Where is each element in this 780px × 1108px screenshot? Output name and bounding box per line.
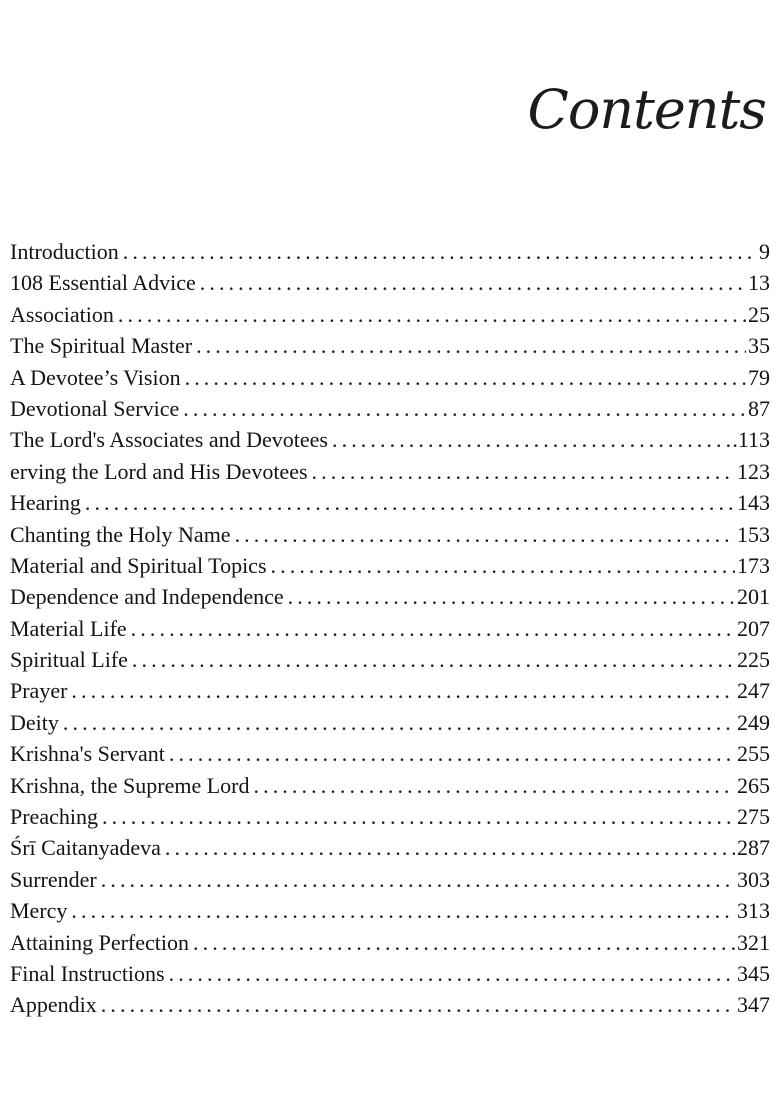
toc-entry-page: 9 xyxy=(759,239,770,264)
toc-entry-title: Surrender xyxy=(10,866,97,892)
page-title: Contents xyxy=(527,78,766,141)
dot-leader xyxy=(254,770,736,801)
dot-leader xyxy=(71,895,735,926)
toc-entry[interactable] xyxy=(10,299,770,330)
dot-leader xyxy=(102,801,735,832)
toc-entry[interactable] xyxy=(10,707,770,738)
toc-entry[interactable] xyxy=(10,330,770,361)
toc-entry-page: 321 xyxy=(737,929,770,955)
toc-entry-title: Chanting the Holy Name xyxy=(10,521,231,547)
toc-entry[interactable] xyxy=(10,895,770,926)
toc-entry[interactable] xyxy=(10,581,770,612)
toc-entry-page: 87 xyxy=(748,395,770,421)
dot-leader xyxy=(169,958,735,989)
toc-entry-title: Hearing xyxy=(10,490,81,516)
toc-entry[interactable] xyxy=(10,927,770,958)
toc-entry-title: erving the Lord and His Devotees xyxy=(10,458,308,484)
toc-entry-title: Appendix xyxy=(10,992,97,1018)
toc-entry-page: .113 xyxy=(732,427,770,453)
dot-leader xyxy=(196,330,746,361)
toc-entry-page: 345 xyxy=(737,960,770,986)
dot-leader xyxy=(123,236,757,267)
dot-leader xyxy=(169,738,735,769)
toc-entry-title: Introduction xyxy=(10,239,119,264)
toc-entry-title: The Lord's Associates and Devotees xyxy=(10,427,328,453)
toc-entry-title: Krishna, the Supreme Lord xyxy=(10,772,250,798)
dot-leader xyxy=(85,487,735,518)
toc-entry-page: 303 xyxy=(737,866,770,892)
dot-leader xyxy=(101,864,735,895)
toc-entry-title: A Devotee’s Vision xyxy=(10,364,181,390)
toc-entry-page: 313 xyxy=(737,898,770,924)
dot-leader xyxy=(235,519,735,550)
toc-entry-page: 35 xyxy=(748,333,770,359)
toc-entry-page: 13 xyxy=(748,270,770,296)
dot-leader xyxy=(132,644,735,675)
toc-entry[interactable] xyxy=(10,675,770,706)
dot-leader xyxy=(71,675,735,706)
toc-entry[interactable] xyxy=(10,832,770,863)
toc-entry[interactable] xyxy=(10,393,770,424)
toc-entry[interactable] xyxy=(10,267,770,298)
toc-entry-title: Preaching xyxy=(10,804,98,830)
toc-entry-title: Final Instructions xyxy=(10,960,165,986)
toc-entry[interactable] xyxy=(10,770,770,801)
toc-entry[interactable] xyxy=(10,644,770,675)
toc-entry-page: 201 xyxy=(737,584,770,610)
toc-entry[interactable] xyxy=(10,362,770,393)
toc-entry-title: Spiritual Life xyxy=(10,647,128,673)
toc-entry-title: Prayer xyxy=(10,678,68,704)
dot-leader xyxy=(312,456,735,487)
toc-entry-page: 173 xyxy=(737,552,770,578)
toc-entry[interactable] xyxy=(10,864,770,895)
toc-entry[interactable] xyxy=(10,958,770,989)
toc-entry-page: 123 xyxy=(737,458,770,484)
toc-entry-title: Devotional Service xyxy=(10,395,180,421)
toc-entry-page: 247 xyxy=(737,678,770,704)
toc-entry[interactable] xyxy=(10,424,770,455)
toc-entry-page: 79 xyxy=(748,364,770,390)
dot-leader xyxy=(271,550,735,581)
toc-entry-page: 25 xyxy=(748,301,770,327)
dot-leader xyxy=(185,362,746,393)
table-of-contents xyxy=(10,236,770,1021)
toc-entry-page: 153 xyxy=(737,521,770,547)
toc-entry-page: 255 xyxy=(737,741,770,767)
toc-entry[interactable] xyxy=(10,989,770,1020)
toc-entry-page: 225 xyxy=(737,647,770,673)
dot-leader xyxy=(193,927,735,958)
toc-entry[interactable] xyxy=(10,487,770,518)
toc-entry[interactable] xyxy=(10,801,770,832)
toc-entry-title: Mercy xyxy=(10,898,68,924)
dot-leader xyxy=(200,267,746,298)
toc-entry-title: The Spiritual Master xyxy=(10,333,193,359)
toc-entry-title: Śrī Caitanyadeva xyxy=(10,835,161,861)
dot-leader xyxy=(63,707,735,738)
toc-entry-title: Association xyxy=(10,301,114,327)
toc-entry-page: 265 xyxy=(737,772,770,798)
dot-leader xyxy=(183,393,746,424)
toc-entry-title: Deity xyxy=(10,709,59,735)
dot-leader xyxy=(101,989,735,1020)
toc-entry-page: 275 xyxy=(737,804,770,830)
toc-entry-title: Material and Spiritual Topics xyxy=(10,552,267,578)
dot-leader xyxy=(332,424,730,455)
dot-leader xyxy=(131,613,735,644)
toc-entry-page: 143 xyxy=(737,490,770,516)
toc-entry[interactable] xyxy=(10,519,770,550)
toc-entry-title: Material Life xyxy=(10,615,127,641)
toc-entry[interactable] xyxy=(10,738,770,769)
toc-entry-title: 108 Essential Advice xyxy=(10,270,196,296)
dot-leader xyxy=(118,299,746,330)
toc-entry-page: 347 xyxy=(737,992,770,1018)
toc-entry[interactable] xyxy=(10,456,770,487)
toc-entry[interactable] xyxy=(10,236,770,267)
toc-entry-page: 249 xyxy=(737,709,770,735)
toc-entry[interactable] xyxy=(10,550,770,581)
toc-entry-page: 207 xyxy=(737,615,770,641)
toc-entry-title: Attaining Perfection xyxy=(10,929,190,955)
toc-entry-title: Krishna's Servant xyxy=(10,741,165,767)
dot-leader xyxy=(165,832,735,863)
toc-entry-page: 287 xyxy=(737,835,770,861)
dot-leader xyxy=(288,581,735,612)
toc-entry-title: Dependence and Independence xyxy=(10,584,284,610)
toc-entry[interactable] xyxy=(10,613,770,644)
